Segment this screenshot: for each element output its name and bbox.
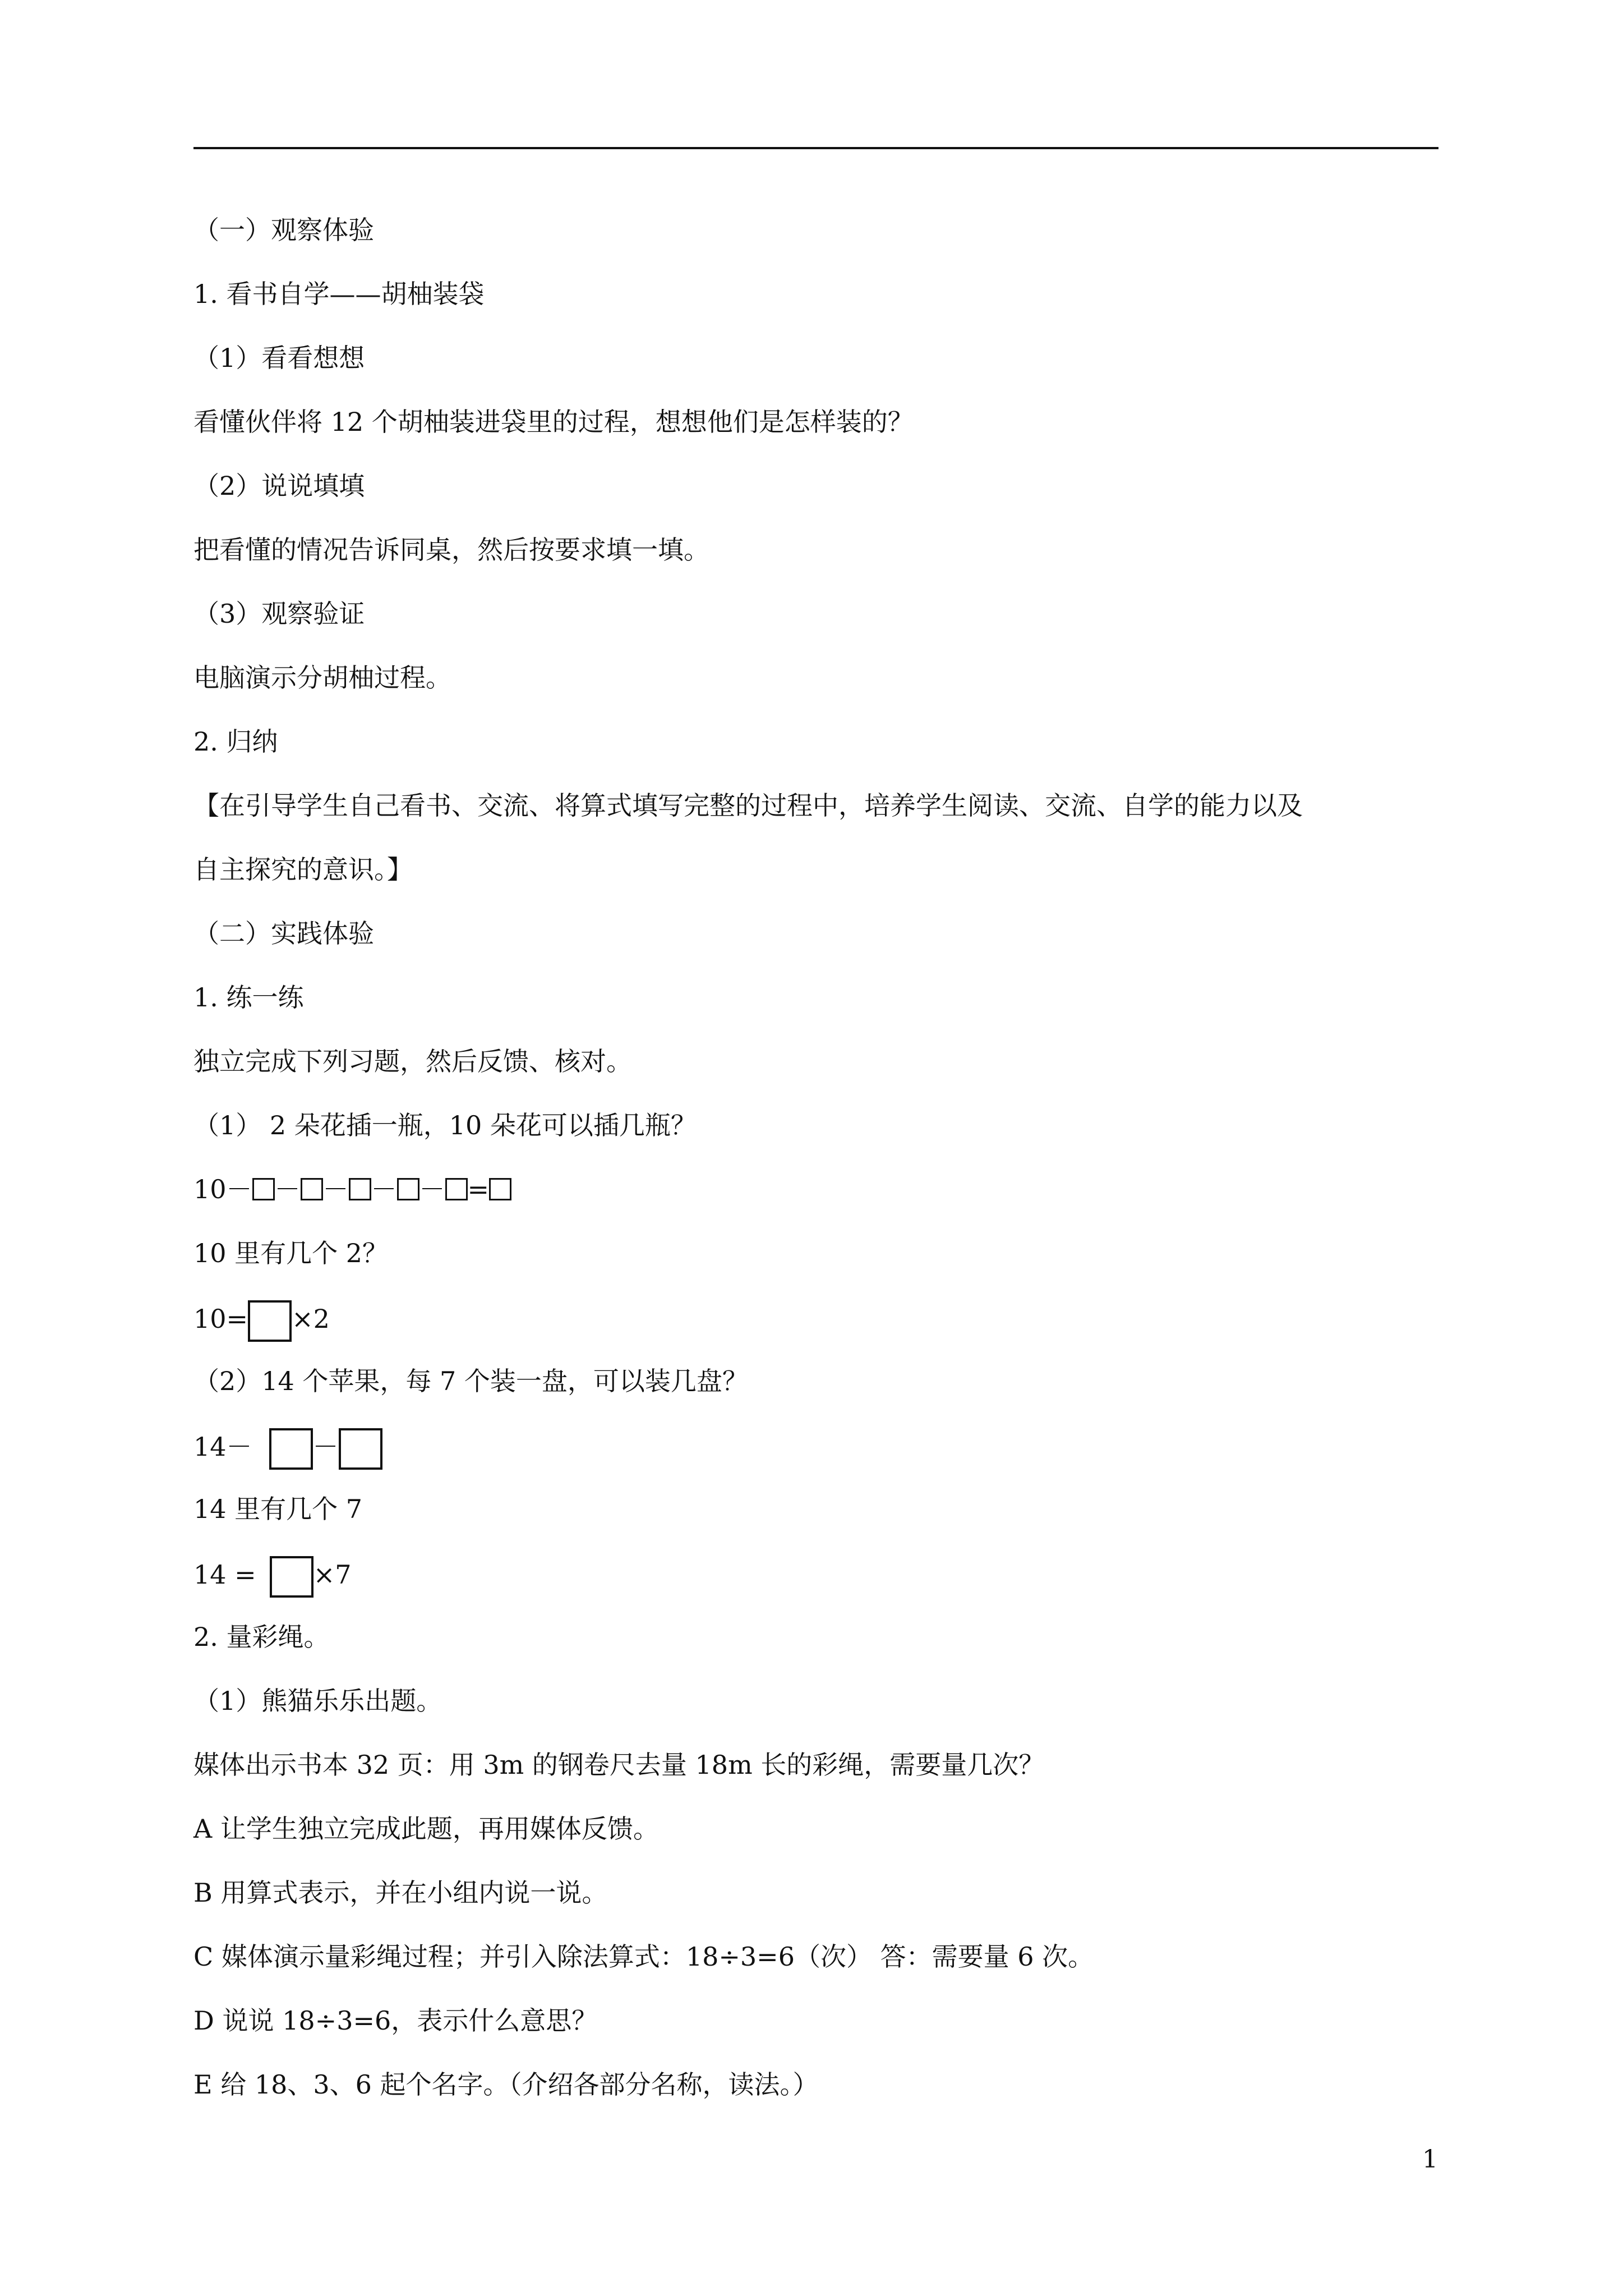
question: 14 里有几个 7 xyxy=(193,1494,363,1524)
answer-box xyxy=(445,1178,468,1200)
answer-box xyxy=(269,1428,313,1470)
item-measure: 2. 量彩绳。 xyxy=(193,1622,330,1652)
equation-subtraction-2: 14－ － xyxy=(193,1428,382,1462)
answer-box xyxy=(252,1178,275,1200)
answer-box xyxy=(301,1178,323,1200)
section-heading-practice: （二）实践体验 xyxy=(193,918,374,949)
paragraph: 看懂伙伴将 12 个胡柚装进袋里的过程，想想他们是怎样装的？ xyxy=(193,407,914,437)
page-number: 1 xyxy=(1422,2145,1438,2174)
item-practice: 1. 练一练 xyxy=(193,982,304,1013)
paragraph: 电脑演示分胡柚过程。 xyxy=(193,662,451,693)
sub-item-look-think: （1）看看想想 xyxy=(193,343,365,373)
sub-item-panda: （1）熊猫乐乐出题。 xyxy=(193,1686,442,1716)
exercise-2: （2）14 个苹果，每 7 个装一盘，可以装几盘？ xyxy=(193,1366,748,1396)
equation-multiplication-2: 14 = ×7 xyxy=(193,1556,352,1590)
item-read-book: 1. 看书自学——胡柚装袋 xyxy=(193,279,485,309)
paragraph-note-cont: 自主探究的意识。】 xyxy=(193,854,413,885)
header-rule xyxy=(193,147,1438,149)
step-a: A 让学生独立完成此题，再用媒体反馈。 xyxy=(193,1814,659,1844)
sub-item-verify: （3）观察验证 xyxy=(193,599,365,629)
exercise-1: （1） 2 朵花插一瓶，10 朵花可以插几瓶？ xyxy=(193,1110,697,1140)
paragraph: 媒体出示书本 32 页：用 3m 的钢卷尺去量 18m 长的彩绳，需要量几次？ xyxy=(193,1750,1045,1780)
paragraph-note: 【在引导学生自己看书、交流、将算式填写完整的过程中，培养学生阅读、交流、自学的能力以及 xyxy=(193,790,1303,821)
answer-box xyxy=(349,1178,371,1200)
answer-box xyxy=(397,1178,419,1200)
item-summary: 2. 归纳 xyxy=(193,726,278,757)
step-b: B 用算式表示，并在小组内说一说。 xyxy=(193,1878,608,1908)
answer-box xyxy=(489,1178,511,1200)
answer-box xyxy=(270,1556,313,1598)
equation-subtraction-1: 10－ － － － － = xyxy=(193,1172,511,1206)
paragraph: 独立完成下列习题，然后反馈、核对。 xyxy=(193,1046,632,1076)
answer-box xyxy=(248,1300,292,1342)
paragraph: 把看懂的情况告诉同桌，然后按要求填一填。 xyxy=(193,535,709,565)
answer-box xyxy=(339,1428,382,1470)
question: 10 里有几个 2？ xyxy=(193,1238,389,1268)
sub-item-say-fill: （2）说说填填 xyxy=(193,471,365,501)
step-e: E 给 18、3、6 起个名字。（介绍各部分名称，读法。） xyxy=(193,2069,819,2100)
step-c: C 媒体演示量彩绳过程；并引入除法算式：18÷3=6（次） 答：需要量 6 次。 xyxy=(193,1941,1094,1972)
step-d: D 说说 18÷3=6，表示什么意思？ xyxy=(193,2005,598,2036)
equation-multiplication-1: 10= ×2 xyxy=(193,1300,330,1334)
section-heading-observe: （一）观察体验 xyxy=(193,215,374,245)
